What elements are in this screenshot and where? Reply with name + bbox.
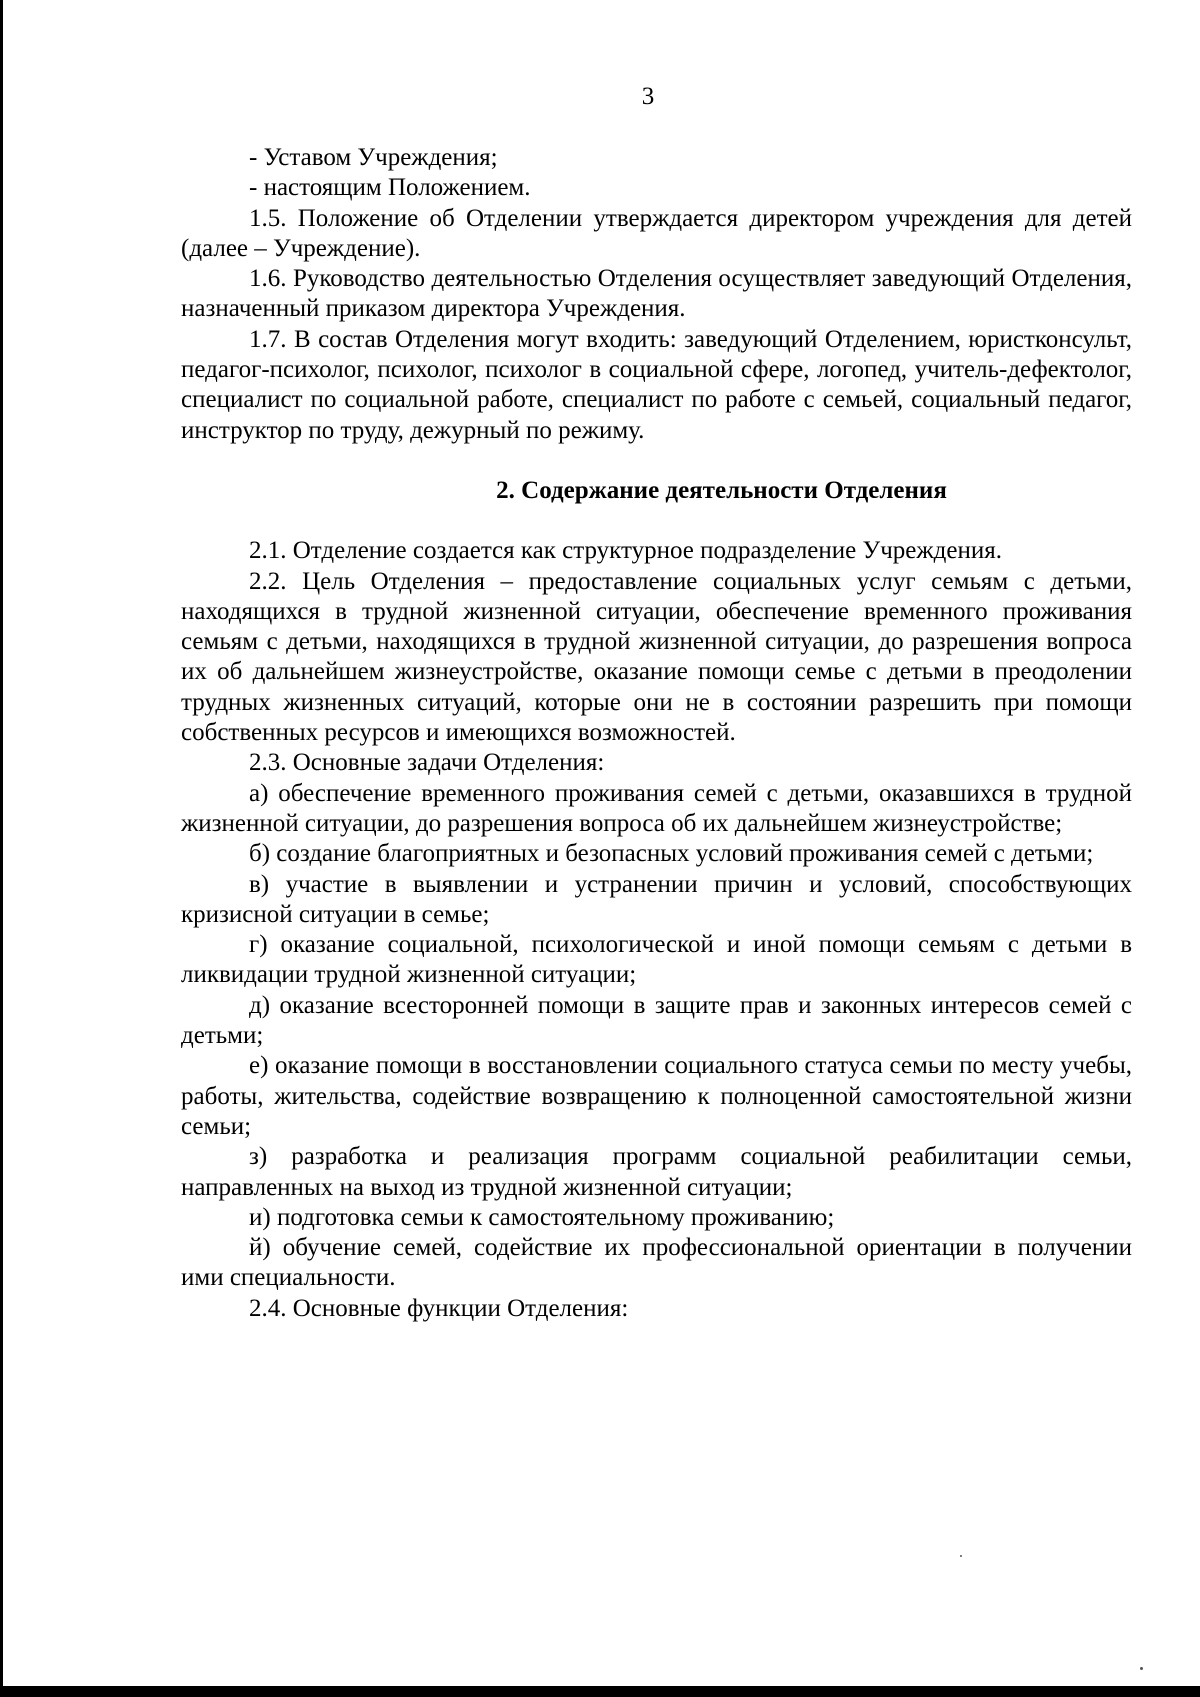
paragraph-2-1: 2.1. Отделение создается как структурное подразделение Учреждения. — [249, 537, 1002, 565]
task-item-v: в) участие в выявлении и устранении причин и условий, способствующих кризисной ситуации в семье; — [181, 870, 1132, 928]
scan-speck — [1140, 1667, 1143, 1670]
paragraph-1-6: 1.6. Руководство деятельностью Отделения осуществляет заведующий Отделения, назначенный приказом директора Учреждения. — [181, 265, 1132, 323]
page-number: 3 — [641, 83, 655, 110]
paragraph-1-7: 1.7. В состав Отделения могут входить: заведующий Отделением, юристконсульт, педагог-психолог, психолог, психолог в социальной сфере, логопед, учитель-дефектолог, специалист по социальной работе, специалист по работе с семьей, социальный педагог, инструктор по труду, дежурный по режиму. — [181, 325, 1132, 444]
scan-edge-bottom — [0, 1686, 1200, 1697]
task-item-g: г) оказание социальной, психологической и иной помощи семьям с детьми в ликвидации трудной жизненной ситуации; — [181, 931, 1132, 989]
paragraph-2-4: 2.4. Основные функции Отделения: — [249, 1294, 629, 1322]
scan-speck — [960, 1555, 962, 1557]
task-item-d: д) оказание всесторонней помощи в защите прав и законных интересов семей с детьми; — [181, 991, 1132, 1050]
task-item-y: й) обучение семей, содействие их профессиональной ориентации в получении ими специальности. — [181, 1234, 1132, 1292]
task-item-b: б) создание благоприятных и безопасных условий проживания семей с детьми; — [249, 840, 1094, 868]
task-item-e: е) оказание помощи в восстановлении социального статуса семьи по месту учебы, работы, жительства, содействие возвращению к полноценной самостоятельной жизни семьи; — [181, 1052, 1132, 1140]
document-body — [181, 143, 1132, 1324]
task-item-z: з) разработка и реализация программ социальной реабилитации семьи, направленных на выход из трудной жизненной ситуации; — [181, 1143, 1132, 1201]
task-item-a: а) обеспечение временного проживания семей с детьми, оказавшихся в трудной жизненной ситуации, до разрешения вопроса об их дальнейшем жизнеустройстве; — [181, 779, 1132, 837]
list-item-charter: - Уставом Учреждения; — [249, 144, 498, 171]
list-item-regulation: - настоящим Положением. — [249, 174, 531, 202]
section-title: 2. Содержание деятельности Отделения — [496, 476, 947, 504]
scan-edge-left — [0, 0, 3, 1697]
paragraph-2-2: 2.2. Цель Отделения – предоставление социальных услуг семьям с детьми, находящихся в трудной жизненной ситуации, обеспечение временного проживания семьям с детьми, находящихся в трудной жизненной ситуации, до разрешения вопроса их об дальнейшем жизнеустройстве, оказание помощи семье с детьми в преодолении трудных жизненных ситуаций, которые они не в состоянии разрешить при помощи собственных ресурсов и имеющихся возможностей. — [181, 567, 1132, 747]
paragraph-1-5: 1.5. Положение об Отделении утверждается директором учреждения для детей (далее – Учреждение). — [181, 204, 1132, 262]
paragraph-2-3: 2.3. Основные задачи Отделения: — [249, 749, 605, 777]
task-item-i: и) подготовка семьи к самостоятельному проживанию; — [249, 1203, 835, 1231]
